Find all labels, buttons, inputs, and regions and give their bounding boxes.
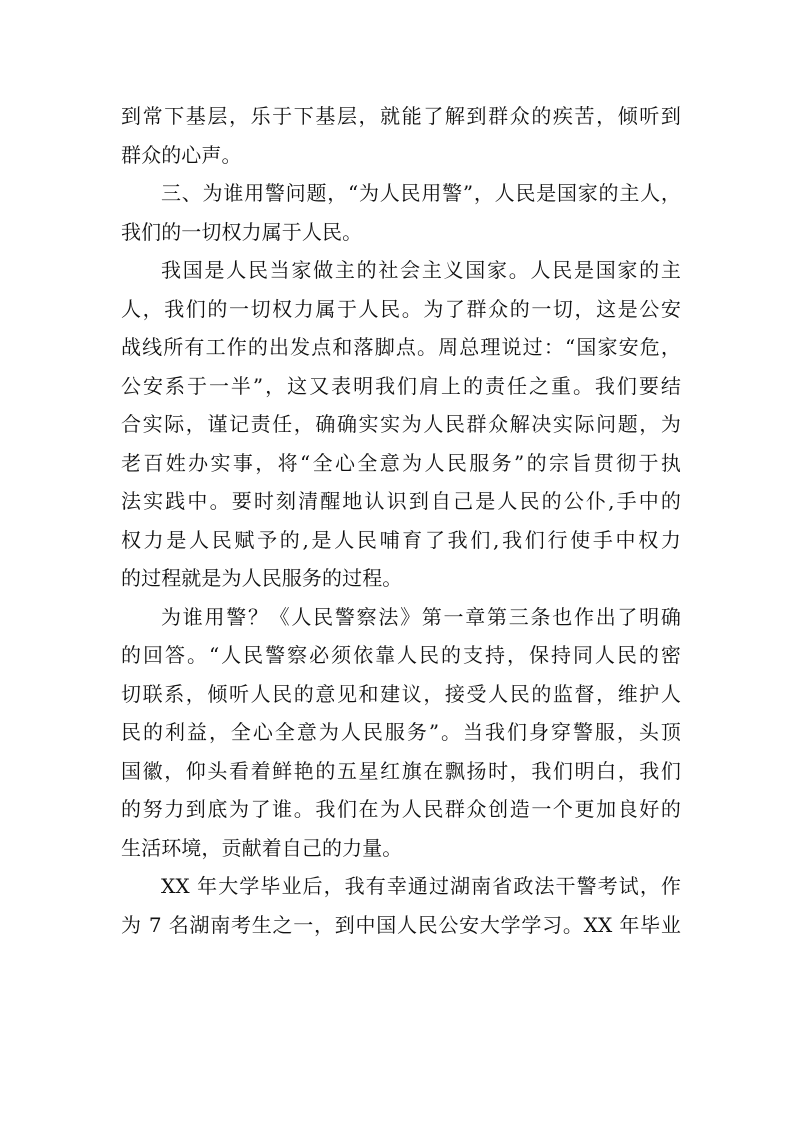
text-line: 我们的一切权力属于人民。 (121, 219, 363, 244)
text-line: 的努力到底为了谁。我们在为人民群众创造一个更加良好的 (121, 797, 681, 821)
document-body (121, 97, 681, 944)
text-line: 的回答。“人民警察必须依靠人民的支持，保持同人民的密 (121, 643, 681, 667)
text-line: 老百姓办实事，将“全心全意为人民服务”的宗旨贯彻于执 (121, 450, 681, 475)
text-line: 我国是人民当家做主的社会主义国家。人民是国家的主 (161, 258, 681, 282)
text-line: 公安系于一半”，这又表明我们肩上的责任之重。我们要结 (121, 373, 681, 398)
text-line: XX 年大学毕业后，我有幸通过湖南省政法干警考试，作 (161, 874, 681, 898)
text-line: 民的利益，全心全意为人民服务”。当我们身穿警服，头顶 (121, 720, 681, 744)
text-line: 群众的心声。 (121, 142, 242, 167)
paragraph-4 (121, 598, 681, 868)
paragraph-5 (121, 867, 681, 944)
text-line: 为谁用警？《人民警察法》第一章第三条也作出了明确 (161, 604, 681, 629)
text-line: 切联系，倾听人民的意见和建议，接受人民的监督，维护人 (121, 681, 681, 706)
text-line: 三、为谁用警问题，“为人民用警”，人民是国家的主人， (161, 181, 681, 205)
text-line: 生活环境，贡献着自己的力量。 (121, 835, 403, 860)
text-line: 权力是人民赋予的,是人民哺育了我们,我们行使手中权力 (121, 527, 681, 552)
paragraph-3 (121, 251, 681, 598)
text-line: 到常下基层，乐于下基层，就能了解到群众的疾苦，倾听到 (121, 104, 681, 128)
text-line: 为 7 名湖南考生之一，到中国人民公安大学学习。XX 年毕业 (121, 912, 681, 937)
text-line: 法实践中。要时刻清醒地认识到自己是人民的公仆,手中的 (121, 489, 681, 513)
paragraph-2 (121, 174, 681, 251)
text-line: 战线所有工作的出发点和落脚点。周总理说过：“国家安危， (121, 335, 681, 359)
paragraph-1 (121, 97, 681, 174)
text-line: 国徽，仰头看着鲜艳的五星红旗在飘扬时，我们明白，我们 (121, 758, 681, 783)
text-line: 的过程就是为人民服务的过程。 (121, 566, 403, 590)
text-line: 合实际，谨记责任，确确实实为人民群众解决实际问题，为 (121, 412, 681, 436)
text-line: 人，我们的一切权力属于人民。为了群众的一切，这是公安 (121, 296, 681, 321)
